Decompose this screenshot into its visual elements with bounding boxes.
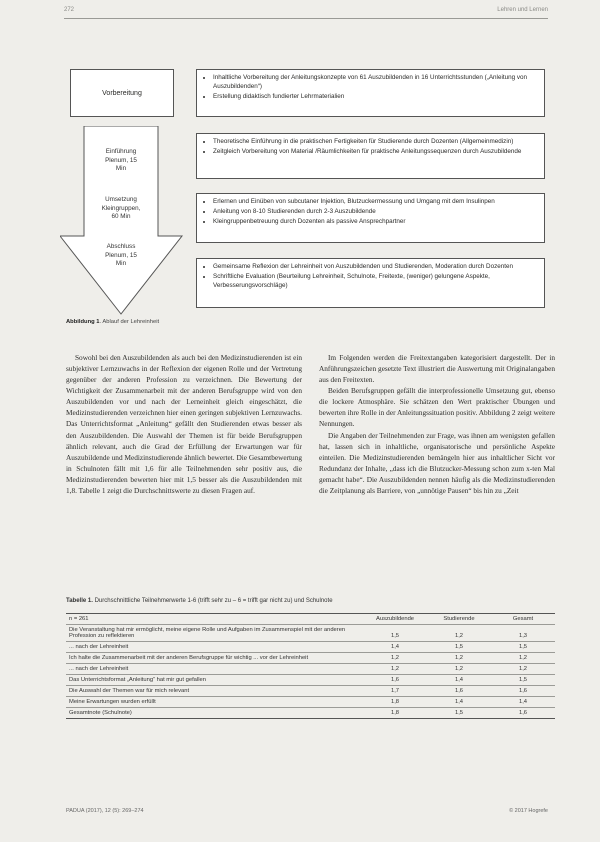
cell-total: 1,2: [491, 653, 555, 664]
table-caption-label: Tabelle 1.: [66, 598, 93, 604]
cell-total: 1,5: [491, 675, 555, 686]
phase-group: Kleingruppen,: [101, 204, 141, 212]
cell-students: 1,5: [427, 642, 491, 653]
closing-item: • Gemeinsame Reflexion der Lehreinheit von Auszubildenden und Studierenden, Moderation durch Dozenten: [213, 263, 538, 272]
row-label: Die Veranstaltung hat mir ermöglicht, meine eigene Rolle und Aufgaben im Zusammenspiel mit der anderen Profession zu reflektieren: [66, 625, 363, 642]
table-header-row: [66, 614, 555, 625]
table-row: [66, 625, 555, 642]
intro-box: [196, 133, 545, 179]
cell-trainees: 1,8: [363, 697, 427, 708]
cell-students: 1,4: [427, 675, 491, 686]
running-header: [64, 6, 548, 19]
paragraph: Im Folgenden werden die Freitextangaben kategorisiert dargestellt. Der in Anführungszeichen gesetzte Text illustriert die Auswertung mit Originalangaben aus den Freitexten.: [319, 353, 555, 385]
phase-label-intro: [93, 148, 149, 174]
prep-label-box: [70, 69, 174, 117]
table-row: [66, 664, 555, 675]
cell-students: 1,4: [427, 697, 491, 708]
row-label: ... nach der Lehreinheit: [66, 664, 363, 675]
footer-copyright: © 2017 Hogrefe: [509, 808, 548, 814]
table-caption: [66, 598, 556, 604]
cell-total: 1,3: [491, 625, 555, 642]
table-header-n: n = 261: [66, 614, 363, 625]
paragraph: Die Angaben der Teilnehmenden zur Frage, was ihnen am wenigsten gefallen hat, lassen sich in inhaltliche, organisatorische und persönliche Aspekte einteilen. Die Medizinstudierenden bemängeln hier aus inhaltlicher Sicht vor Redundanz der Inhalte, „dass ich die Blutzucker-Messung schon zum x-ten Mal gemacht habe“. Die Auszubildenden nennen häufig als die Medizinstudierenden die Zeitplanung als Barriere, von „unnötige Pausen“ bis hin zu „Zeit: [319, 430, 555, 495]
cell-total: 1,6: [491, 686, 555, 697]
practice-box: [196, 193, 545, 243]
phase-label-closing: [93, 243, 149, 269]
cell-trainees: 1,6: [363, 675, 427, 686]
cell-students: 1,2: [427, 664, 491, 675]
phase-name: Abschluss: [106, 243, 136, 250]
cell-total: 1,2: [491, 664, 555, 675]
practice-item: • Erlernen und Einüben von subcutaner Injektion, Blutzuckermessung und Umgang mit dem Insulinpen: [213, 198, 538, 207]
cell-students: 1,2: [427, 625, 491, 642]
row-label: Gesamtnote (Schulnote): [66, 708, 363, 719]
practice-item: • Anleitung von 8-10 Studierenden durch 2-3 Auszubildende: [213, 208, 538, 217]
cell-trainees: 1,7: [363, 686, 427, 697]
figure-caption: Abbildung 1. Ablauf der Lehreinheit: [66, 319, 160, 325]
row-label: ... nach der Lehreinheit: [66, 642, 363, 653]
results-table: [66, 613, 555, 719]
table-row: [66, 697, 555, 708]
phase-time: Min: [115, 165, 127, 172]
table-caption-text: Durchschnittliche Teilnehmerwerte 1-6 (trifft sehr zu – 6 = trifft gar nicht zu) und Schulnote: [94, 598, 333, 604]
figure-caption-text: Ablauf der Lehreinheit: [102, 319, 160, 325]
intro-item: • Zeitgleich Vorbereitung von Material /Räumlichkeiten für praktische Anleitungssequenzen durch Auszubildende: [213, 148, 538, 157]
phase-name: Umsetzung: [105, 196, 137, 203]
table-row: [66, 675, 555, 686]
cell-students: 1,2: [427, 653, 491, 664]
body-column-left: [66, 352, 302, 496]
cell-students: 1,5: [427, 708, 491, 719]
phase-label-practice: [93, 196, 149, 222]
paragraph: Beiden Berufsgruppen gefällt die interprofessionelle Umsetzung gut, ebenso die lockere Atmosphäre. Sie schätzen den Wert praktischer Übungen und bewerten ihre Rolle in der Anleitungssituation positiv. Abbildung 2 zeigt weitere Nennungen.: [319, 386, 555, 429]
phase-group: Plenum, 15: [105, 156, 137, 164]
page-number: 272: [64, 7, 75, 13]
table-header-total: Gesamt: [491, 614, 555, 625]
closing-box: [196, 258, 545, 308]
cell-total: 1,6: [491, 708, 555, 719]
table-row: [66, 708, 555, 719]
footer-citation: PADUA (2017), 12 (5): 269–274: [66, 808, 144, 814]
row-label: Das Unterrichtsformat „Anleitung“ hat mir gut gefallen: [66, 675, 363, 686]
cell-trainees: 1,4: [363, 642, 427, 653]
prep-label: Vorbereitung: [102, 89, 142, 97]
body-column-right: [319, 352, 555, 496]
table-row: [66, 653, 555, 664]
phase-time: 60 Min: [111, 213, 131, 220]
prep-item: • Inhaltliche Vorbereitung der Anleitungskonzepte von 61 Auszubildenden in 16 Unterrichtsstunden („Anleitung von Auszubildenden“): [213, 74, 538, 92]
cell-total: 1,5: [491, 642, 555, 653]
table-row: [66, 686, 555, 697]
table-header-trainees: Auszubildende: [363, 614, 427, 625]
paragraph: Sowohl bei den Auszubildenden als auch bei den Medizinstudierenden ist ein subjektiver Lernzuwachs in der Reflexion der eigenen Rolle und der Vertretung gegenüber der anderen Profession zu verzeichnen. Die Bewertung der Wichtigkeit der Zusammenarbeit mit der anderen Berufsgruppe wird von den Auszubildenden vor und nach der Lerneinheit gleich eingeschätzt, die Medizinstudierenden verzeichnen hier einen geringen subjektiven Lernzuwachs. Das Unterrichtsformat „Anleitung“ gefällt den Studierenden etwas besser als den Auszubildenden. Die Auswahl der Themen ist für beide Berufsgruppen ähnlich relevant, auch die Grad der Erfüllung der Erwartungen war für Auszubildende und Medizinstudierende ähnlich bewertet. Die Gesamtbewertung in Schulnoten fällt mit 1,6 für alle Teilnehmenden sehr positiv aus, die Medizinstudierenden bewerten hier mit 1,5 besser als die Auszubildenden mit 1,8. Tabelle 1 zeigt die Durchschnittswerte zu diesen Fragen auf.: [66, 353, 302, 495]
figure-caption-label: Abbildung 1: [66, 319, 100, 325]
phase-name: Einführung: [105, 148, 137, 155]
prep-item: • Erstellung didaktisch fundierter Lehrmaterialien: [213, 93, 538, 102]
cell-total: 1,4: [491, 697, 555, 708]
cell-trainees: 1,5: [363, 625, 427, 642]
row-label: Meine Erwartungen wurden erfüllt: [66, 697, 363, 708]
cell-trainees: 1,2: [363, 653, 427, 664]
table-row: [66, 642, 555, 653]
section-title: Lehren und Lernen: [497, 7, 548, 13]
cell-students: 1,6: [427, 686, 491, 697]
closing-item: • Schriftliche Evaluation (Beurteilung Lehreinheit, Schulnote, Freitexte, (weniger) gelungene Aspekte, Verbesserungsvorschläge): [213, 273, 538, 291]
prep-items-box: [196, 69, 545, 117]
row-label: Ich halte die Zusammenarbeit mit der anderen Berufsgruppe für wichtig ... vor der Lehreinheit: [66, 653, 363, 664]
page-footer: [66, 808, 548, 818]
cell-trainees: 1,8: [363, 708, 427, 719]
intro-item: • Theoretische Einführung in die praktischen Fertigkeiten für Studierende durch Dozenten (Allgemeinmedizin): [213, 138, 538, 147]
practice-item: • Kleingruppenbetreuung durch Dozenten als passive Ansprechpartner: [213, 218, 538, 227]
table-header-students: Studierende: [427, 614, 491, 625]
phase-time: Min: [115, 260, 127, 267]
row-label: Die Auswahl der Themen war für mich relevant: [66, 686, 363, 697]
phase-group: Plenum, 15: [105, 251, 137, 259]
cell-trainees: 1,2: [363, 664, 427, 675]
